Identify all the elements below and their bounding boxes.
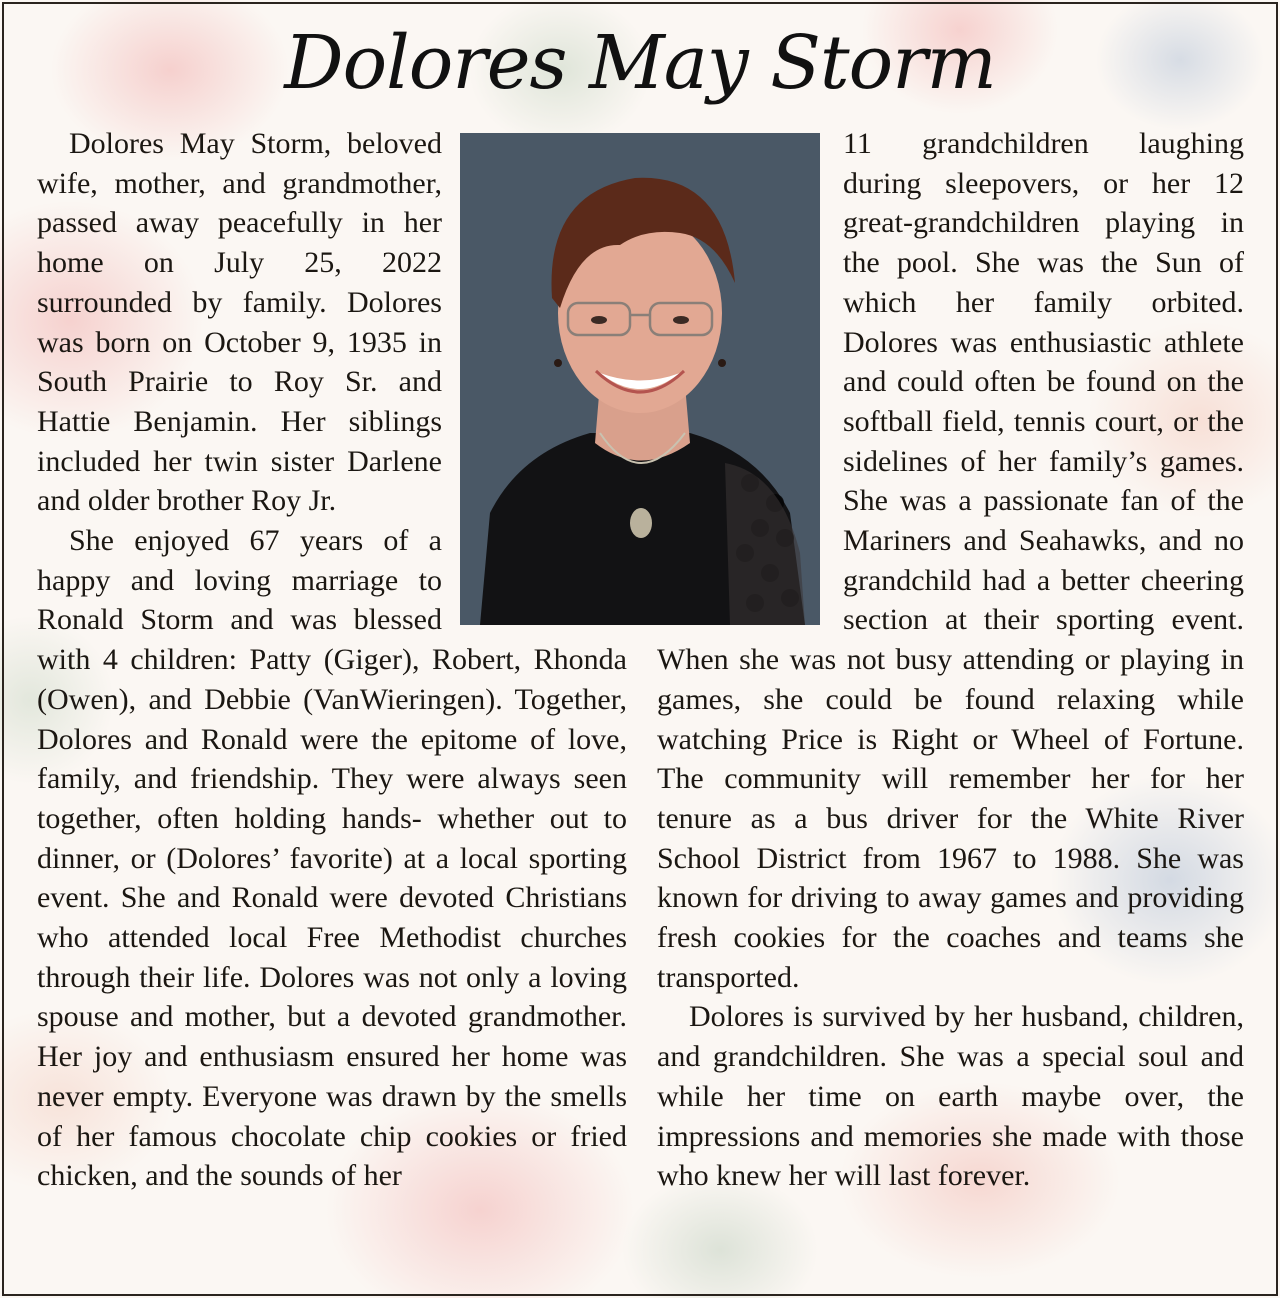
- portrait-photo-icon: [460, 133, 820, 625]
- left-paragraph-1: Dolores May Storm, beloved wife, mother, and grandmother, passed away peacefully in her home on July 25, 2022 surrounded by family. Dolores was born on October 9, 1935 in South Prairie to Roy Sr. and Hattie Benjamin. Her siblings included her twin sister Darlene and older brother Roy Jr.: [37, 127, 442, 518]
- obituary-title: Dolores May Storm: [284, 20, 996, 106]
- left-paragraph-2: She enjoyed 67 years of a happy and loving marriage to Ronald Storm and was blessed with 4 children: Patty (Giger), Robert, Rhonda (Owen), and Debbie (VanWieringen). Together, Dolores and Ronald were the epitome of love, family, and friendship. They were always seen together, often holding hands- whether out to dinner, or (Dolores’ favorite) at a local sporting event. She and Ronald were devoted Christians who attended local Free Methodist churches through their life. Dolores was not only a loving spouse and mother, but a devoted grandmother. Her joy and enthusiasm ensured her home was never empty. Everyone was drawn by the smells of her famous chocolate chip cookies or fried chicken, and the sounds of her: [37, 524, 627, 1193]
- portrait-photo: [460, 133, 820, 625]
- right-paragraph-1: 11 grandchildren laughing during sleepovers, or her 12 great-grandchildren playing in the pool. She was the Sun of which her family orbited. Dolores was enthusiastic athlete and could often be found on the softball field, tennis court, or the sidelines of her family’s games. She was a passionate fan of the Mariners and Seahawks, and no grandchild had a better cheering section at their sporting event. When she was not busy attending or playing in games, she could be found relaxing while watching Price is Right or Wheel of Fortune. The community will remember her for her tenure as a bus driver for the White River School District from 1967 to 1988. She was known for driving to away games and providing fresh cookies for the coaches and teams she transported.: [657, 127, 1244, 994]
- right-paragraph-2: Dolores is survived by her husband, children, and grandchildren. She was a special soul and while her time on earth maybe over, the impressions and memories she made with those who knew her will last forever.: [657, 1000, 1244, 1193]
